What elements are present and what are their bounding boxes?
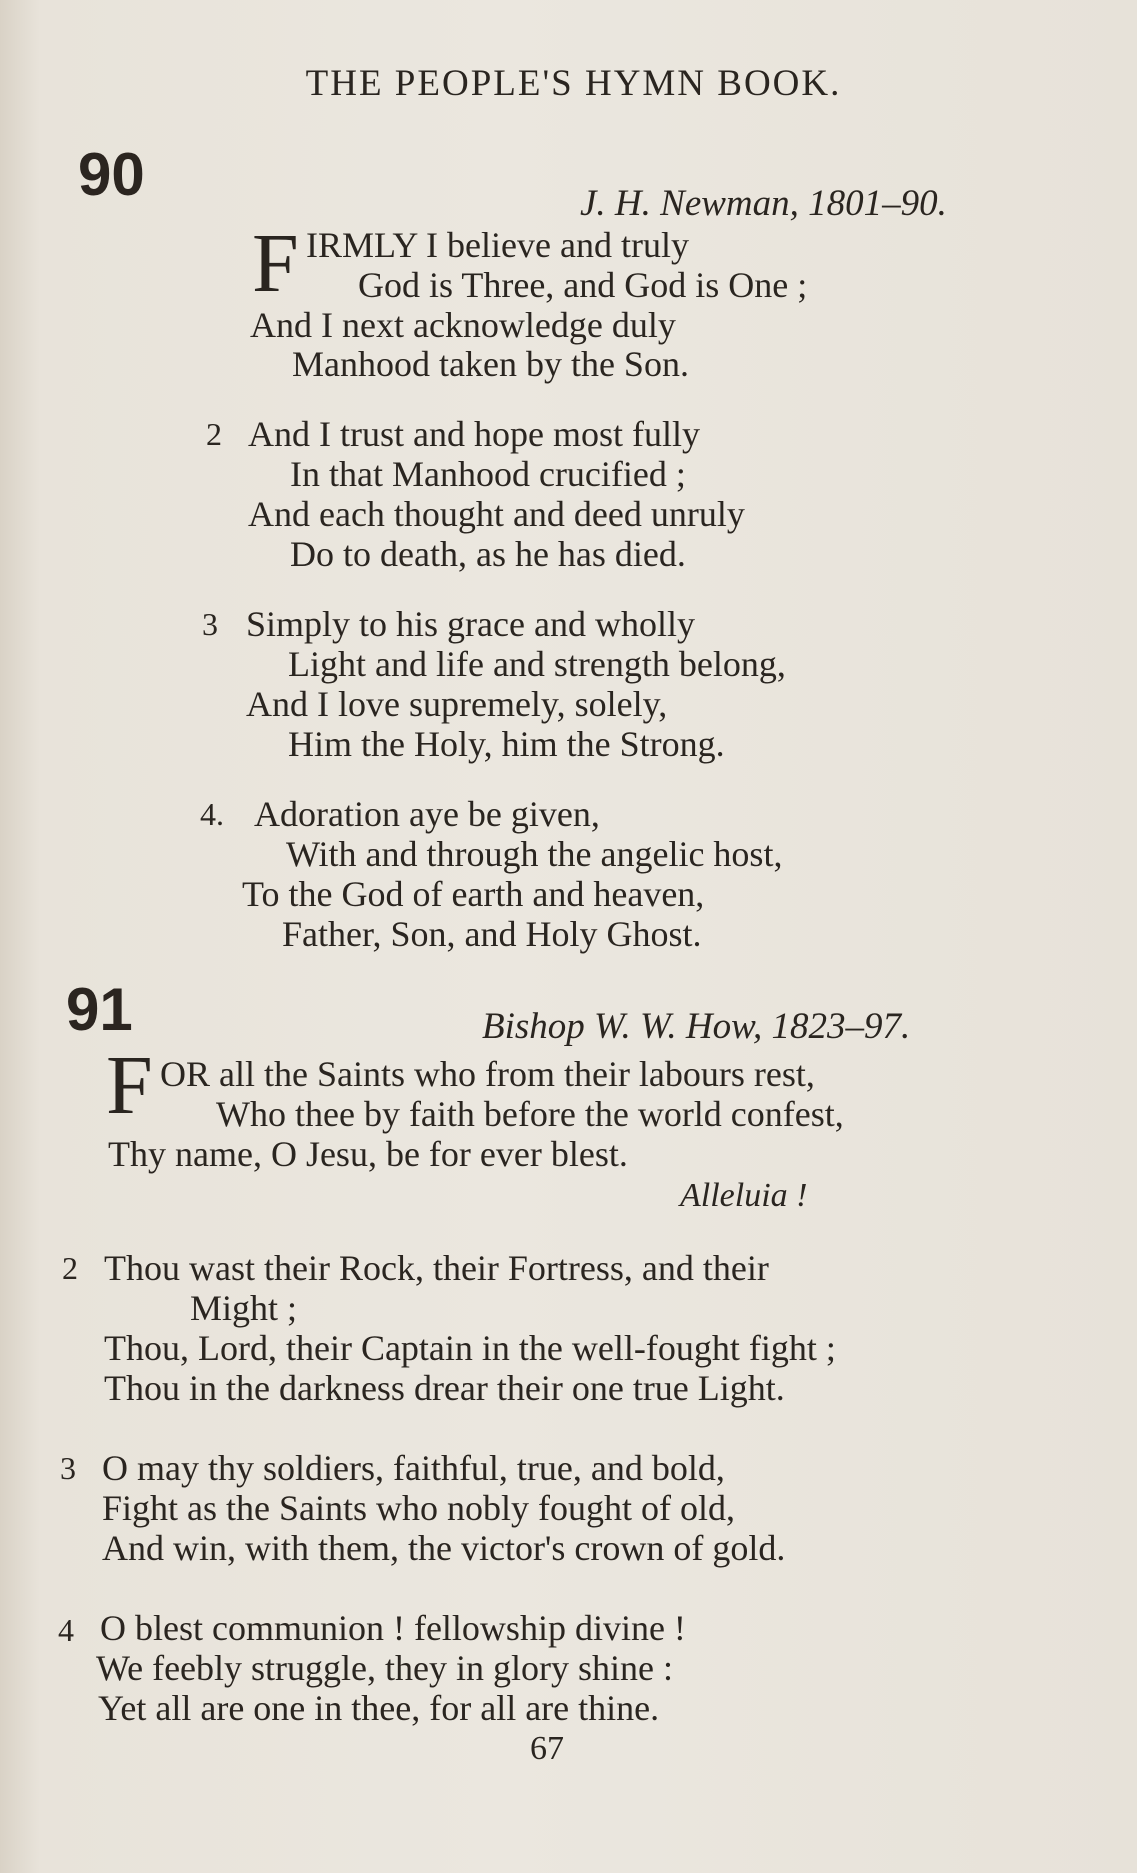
- hymn-90-v3-line-3: And I love supremely, solely,: [246, 684, 668, 724]
- hymn-90-verse-2-number: 2: [206, 416, 222, 452]
- hymn-91-v3-line-1: O may thy soldiers, faithful, true, and bold,: [102, 1448, 725, 1488]
- hymn-90-line-1: IRMLY I believe and truly: [306, 225, 689, 265]
- hymn-number-91: 91: [66, 976, 133, 1043]
- hymn-91-v4-line-1: O blest communion ! fellowship divine !: [100, 1608, 686, 1648]
- hymn-90-v2-line-4: Do to death, as he has died.: [290, 534, 686, 574]
- hymn-90-line-3: And I next acknowledge duly: [250, 305, 676, 345]
- page-number: 67: [530, 1730, 564, 1767]
- running-head: THE PEOPLE'S HYMN BOOK.: [305, 63, 842, 104]
- hymn-90-dropcap: F: [252, 217, 299, 310]
- hymn-90-line-2: God is Three, and God is One ;: [358, 265, 808, 305]
- hymn-91-v4-line-3: Yet all are one in thee, for all are thine.: [98, 1688, 660, 1728]
- hymn-91-alleluia: Alleluia !: [680, 1177, 808, 1214]
- hymn-91-line-3: Thy name, O Jesu, be for ever blest.: [108, 1134, 628, 1174]
- hymn-90-v2-line-1: And I trust and hope most fully: [248, 414, 700, 454]
- hymn-90-author: J. H. Newman, 1801–90.: [580, 183, 947, 224]
- hymn-91-dropcap: F: [106, 1039, 153, 1132]
- hymn-90-v3-line-4: Him the Holy, him the Strong.: [288, 724, 725, 764]
- hymn-91-v2-line-1: Thou wast their Rock, their Fortress, and their: [104, 1248, 769, 1288]
- hymn-91-v3-line-3: And win, with them, the victor's crown of gold.: [102, 1528, 786, 1568]
- hymn-90-v2-line-3: And each thought and deed unruly: [248, 494, 745, 534]
- hymn-91-line-2: Who thee by faith before the world confest,: [216, 1094, 844, 1134]
- hymn-91-v4-line-2: We feebly struggle, they in glory shine :: [96, 1648, 673, 1688]
- hymn-91-v2-line-4: Thou in the darkness drear their one true Light.: [104, 1368, 785, 1408]
- hymn-90-v2-line-2: In that Manhood crucified ;: [290, 454, 686, 494]
- hymn-90-v4-line-3: To the God of earth and heaven,: [242, 874, 705, 914]
- hymn-91-verse-4-number: 4: [58, 1612, 74, 1648]
- hymn-90-v4-line-2: With and through the angelic host,: [286, 834, 783, 874]
- hymn-91-line-1: OR all the Saints who from their labours rest,: [160, 1054, 815, 1094]
- hymn-91-verse-3-number: 3: [60, 1450, 76, 1486]
- hymn-90-verse-4-number: 4.: [200, 796, 224, 832]
- hymn-90-v3-line-2: Light and life and strength belong,: [288, 644, 786, 684]
- hymn-number-90: 90: [78, 141, 145, 208]
- hymn-91-v2-line-3: Thou, Lord, their Captain in the well-fought fight ;: [104, 1328, 836, 1368]
- hymn-91-v2-line-2: Might ;: [190, 1288, 298, 1328]
- hymn-90-v4-line-1: Adoration aye be given,: [254, 794, 600, 834]
- hymn-91-verse-2-number: 2: [62, 1250, 78, 1286]
- hymn-91-v3-line-2: Fight as the Saints who nobly fought of old,: [102, 1488, 735, 1528]
- hymn-90-v3-line-1: Simply to his grace and wholly: [246, 604, 695, 644]
- hymn-91-author: Bishop W. W. How, 1823–97.: [482, 1006, 911, 1047]
- hymn-90-line-4: Manhood taken by the Son.: [292, 344, 689, 384]
- hymn-90-verse-3-number: 3: [202, 606, 218, 642]
- hymn-90-v4-line-4: Father, Son, and Holy Ghost.: [282, 914, 702, 954]
